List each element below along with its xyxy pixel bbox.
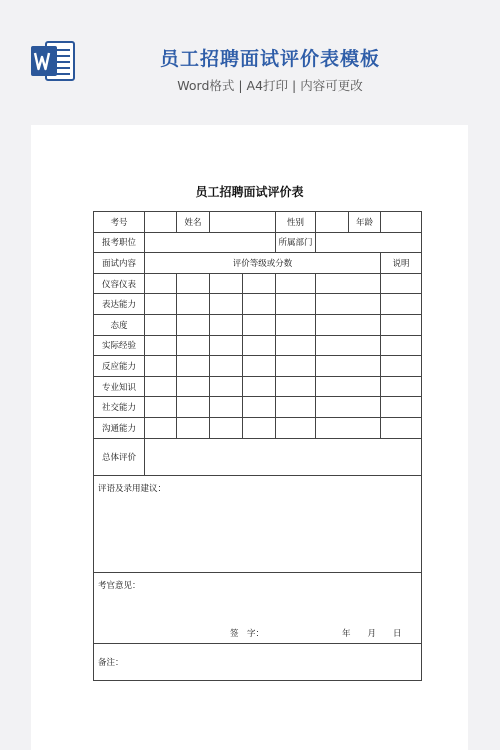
table-row: [94, 438, 422, 475]
criterion-label: 态度: [94, 314, 145, 335]
label-signature: 签 字：: [230, 628, 265, 639]
interview-evaluation-table: [93, 211, 422, 681]
remarks-area[interactable]: [94, 475, 422, 572]
label-exam-no: 考号: [94, 212, 145, 233]
document-page: [31, 125, 468, 750]
table-row: [94, 417, 422, 438]
score-cell[interactable]: [316, 273, 381, 294]
score-cell[interactable]: [276, 294, 316, 315]
table-row: [94, 572, 422, 643]
criterion-label: 社交能力: [94, 397, 145, 418]
score-cell[interactable]: [276, 314, 316, 335]
score-cell[interactable]: [145, 273, 177, 294]
note-cell[interactable]: [381, 335, 422, 356]
table-row: [94, 253, 422, 274]
score-cell[interactable]: [243, 273, 276, 294]
score-cell[interactable]: [243, 294, 276, 315]
page-header: [0, 0, 500, 125]
value-name[interactable]: [210, 212, 276, 233]
criterion-label: 仪容仪表: [94, 273, 145, 294]
value-position[interactable]: [145, 232, 276, 253]
note-cell[interactable]: [381, 273, 422, 294]
score-cell[interactable]: [243, 314, 276, 335]
score-cell[interactable]: [316, 356, 381, 377]
note-cell[interactable]: [381, 417, 422, 438]
note-area[interactable]: [94, 643, 422, 680]
value-exam-no[interactable]: [145, 212, 177, 233]
score-cell[interactable]: [243, 335, 276, 356]
score-cell[interactable]: [276, 335, 316, 356]
score-cell[interactable]: [177, 335, 210, 356]
score-cell[interactable]: [210, 376, 243, 397]
header-note: 说明: [381, 253, 422, 274]
table-row: [94, 356, 422, 377]
score-cell[interactable]: [145, 376, 177, 397]
score-cell[interactable]: [243, 417, 276, 438]
header-grade: 评价等级或分数: [145, 253, 381, 274]
score-cell[interactable]: [316, 294, 381, 315]
label-date: 年 月 日: [342, 628, 402, 639]
table-row: [94, 273, 422, 294]
label-remarks: 评语及录用建议：: [98, 483, 167, 494]
score-cell[interactable]: [210, 417, 243, 438]
form-title: 员工招聘面试评价表: [195, 185, 304, 199]
value-department[interactable]: [316, 232, 422, 253]
score-cell[interactable]: [243, 356, 276, 377]
criterion-label: 沟通能力: [94, 417, 145, 438]
label-age: 年龄: [349, 212, 381, 233]
value-gender[interactable]: [316, 212, 349, 233]
score-cell[interactable]: [177, 376, 210, 397]
score-cell[interactable]: [316, 376, 381, 397]
table-row: [94, 643, 422, 680]
score-cell[interactable]: [316, 417, 381, 438]
score-cell[interactable]: [210, 314, 243, 335]
score-cell[interactable]: [177, 273, 210, 294]
opinion-area[interactable]: [94, 572, 422, 643]
table-row: [94, 475, 422, 572]
note-cell[interactable]: [381, 294, 422, 315]
score-cell[interactable]: [210, 273, 243, 294]
score-cell[interactable]: [177, 397, 210, 418]
score-cell[interactable]: [210, 294, 243, 315]
score-cell[interactable]: [145, 417, 177, 438]
header-content: 面试内容: [94, 253, 145, 274]
label-name: 姓名: [177, 212, 210, 233]
score-cell[interactable]: [316, 335, 381, 356]
label-summary: 总体评价: [94, 438, 145, 475]
note-cell[interactable]: [381, 314, 422, 335]
page-subtitle: Word格式 | A4打印 | 内容可更改: [177, 78, 363, 93]
note-cell[interactable]: [381, 356, 422, 377]
score-cell[interactable]: [145, 314, 177, 335]
score-cell[interactable]: [177, 294, 210, 315]
score-cell[interactable]: [316, 314, 381, 335]
criterion-label: 表达能力: [94, 294, 145, 315]
table-row: [94, 335, 422, 356]
score-cell[interactable]: [276, 417, 316, 438]
score-cell[interactable]: [145, 356, 177, 377]
score-cell[interactable]: [243, 376, 276, 397]
table-row: [94, 376, 422, 397]
table-row: [94, 397, 422, 418]
page-title: 员工招聘面试评价表模板: [159, 48, 380, 70]
table-row: [94, 314, 422, 335]
score-cell[interactable]: [276, 376, 316, 397]
score-cell[interactable]: [145, 397, 177, 418]
label-position: 报考职位: [94, 232, 145, 253]
score-cell[interactable]: [177, 314, 210, 335]
label-gender: 性别: [276, 212, 316, 233]
score-cell[interactable]: [210, 356, 243, 377]
score-cell[interactable]: [316, 397, 381, 418]
value-summary[interactable]: [145, 438, 422, 475]
score-cell[interactable]: [276, 273, 316, 294]
note-cell[interactable]: [381, 376, 422, 397]
criterion-label: 实际经验: [94, 335, 145, 356]
score-cell[interactable]: [276, 397, 316, 418]
score-cell[interactable]: [210, 397, 243, 418]
signature-line: [94, 627, 421, 639]
label-note: 备注：: [98, 657, 124, 668]
value-age[interactable]: [381, 212, 422, 233]
label-opinion: 考官意见：: [98, 580, 141, 591]
note-cell[interactable]: [381, 397, 422, 418]
criterion-label: 专业知识: [94, 376, 145, 397]
score-cell[interactable]: [145, 335, 177, 356]
score-cell[interactable]: [177, 417, 210, 438]
score-cell[interactable]: [210, 335, 243, 356]
score-cell[interactable]: [276, 356, 316, 377]
table-row: [94, 294, 422, 315]
score-cell[interactable]: [145, 294, 177, 315]
table-row: [94, 232, 422, 253]
label-department: 所属部门: [276, 232, 316, 253]
score-cell[interactable]: [243, 397, 276, 418]
score-cell[interactable]: [177, 356, 210, 377]
criterion-label: 反应能力: [94, 356, 145, 377]
table-row: [94, 212, 422, 233]
